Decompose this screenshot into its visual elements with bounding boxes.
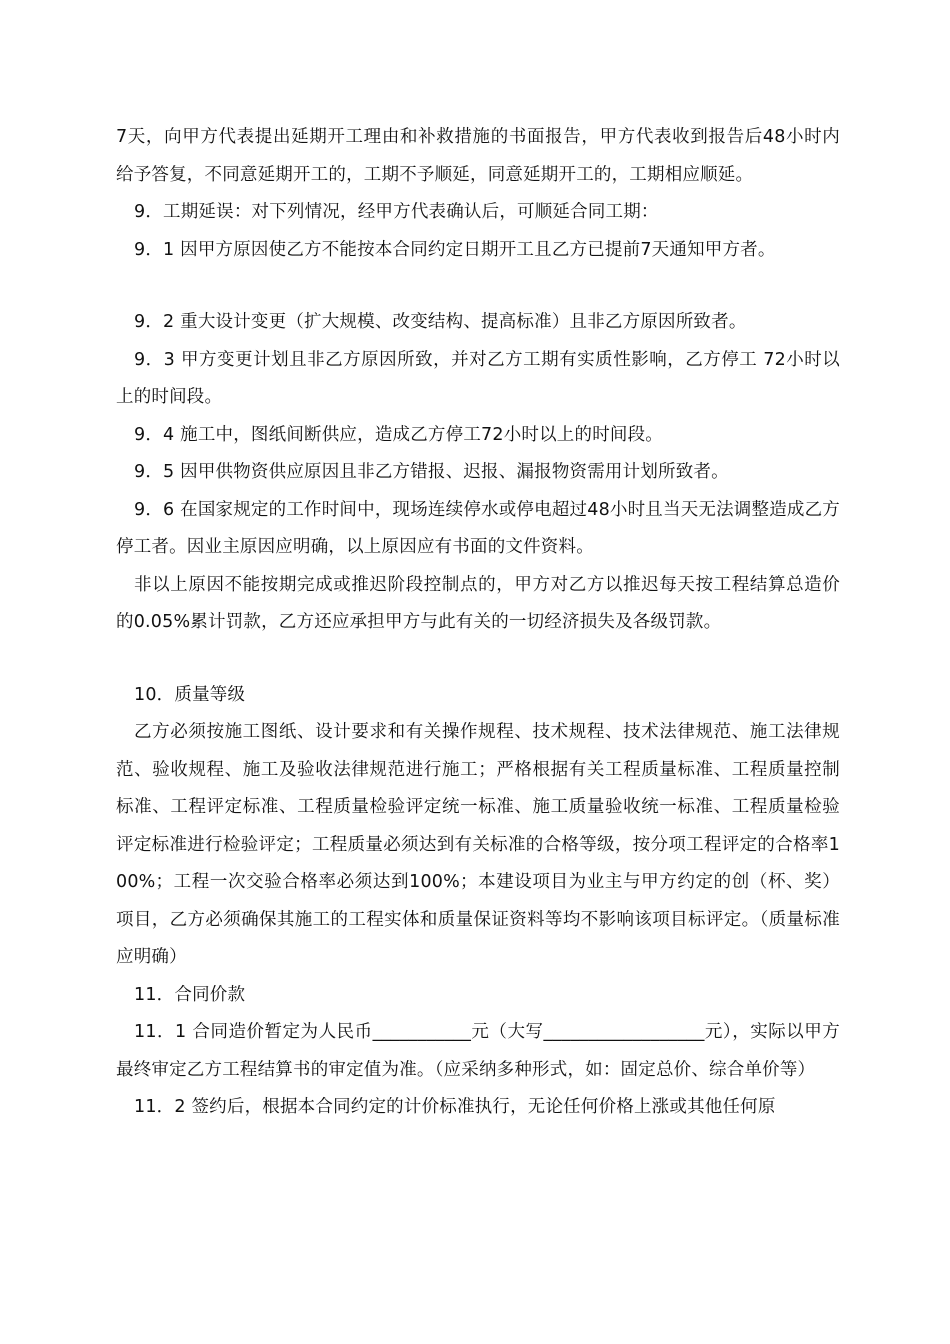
paragraph-delay-report: 7天，向甲方代表提出延期开工理由和补救措施的书面报告，甲方代表收到报告后48小时内给予答复，不同意延期开工的，工期不予顺延，同意延期开工的，工期相应顺延。 xyxy=(116,127,840,185)
clause-9-3: 9．3 甲方变更计划且非乙方原因所致，并对乙方工期有实质性影响，乙方停工 72小时以上的时间段。 xyxy=(116,349,840,407)
clause-9-4: 9．4 施工中，图纸间断供应，造成乙方停工72小时以上的时间段。 xyxy=(134,424,663,445)
clause-11-1: 11．1 合同造价暂定为人民币___________元（大写__________________元），实际以甲方最终审定乙方工程结算书的审定值为准。（应采纳多种形式，如：固定总价、综合单价等） xyxy=(116,1022,840,1080)
clause-9-5: 9．5 因甲供物资供应原因且非乙方错报、迟报、漏报物资需用计划所致者。 xyxy=(134,462,729,482)
heading-11-contract-price: 11．合同价款 xyxy=(134,984,246,1005)
heading-10-quality-grade: 10．质量等级 xyxy=(134,684,246,705)
document-body xyxy=(116,119,840,1127)
clause-9-6: 9．6 在国家规定的工作时间中，现场连续停水或停电超过48小时且当天无法调整造成乙方停工者。因业主原因应明确，以上原因应有书面的文件资料。 xyxy=(116,499,840,557)
clause-9-1: 9．1 因甲方原因使乙方不能按本合同约定日期开工且乙方已提前7天通知甲方者。 xyxy=(134,239,776,260)
clause-9-2: 9．2 重大设计变更（扩大规模、改变结构、提高标准）且非乙方原因所致者。 xyxy=(134,312,747,332)
clause-11-2: 11．2 签约后，根据本合同约定的计价标准执行，无论任何价格上涨或其他任何原 xyxy=(134,1097,776,1117)
paragraph-penalty: 非以上原因不能按期完成或推迟阶段控制点的，甲方对乙方以推迟每天按工程结算总造价的0.05%累计罚款，乙方还应承担甲方与此有关的一切经济损失及各级罚款。 xyxy=(116,574,840,632)
paragraph-quality-requirements: 乙方必须按施工图纸、设计要求和有关操作规程、技术规程、技术法律规范、施工法律规范、验收规程、施工及验收法律规范进行施工；严格根据有关工程质量标准、工程质量控制标准、工程评定标准、工程质量检验评定统一标准、施工质量验收统一标准、工程质量检验评定标准进行检验评定；工程质量必须达到有关标准的合格等级，按分项工程评定的合格率100%；工程一次交验合格率必须达到100%；本建设项目为业主与甲方约定的创（杯、奖）项目，乙方必须确保其施工的工程实体和质量保证资料等均不影响该项目标评定。（质量标准应明确） xyxy=(116,722,840,967)
heading-9-schedule-delay: 9．工期延误：对下列情况，经甲方代表确认后，可顺延合同工期： xyxy=(134,202,659,222)
